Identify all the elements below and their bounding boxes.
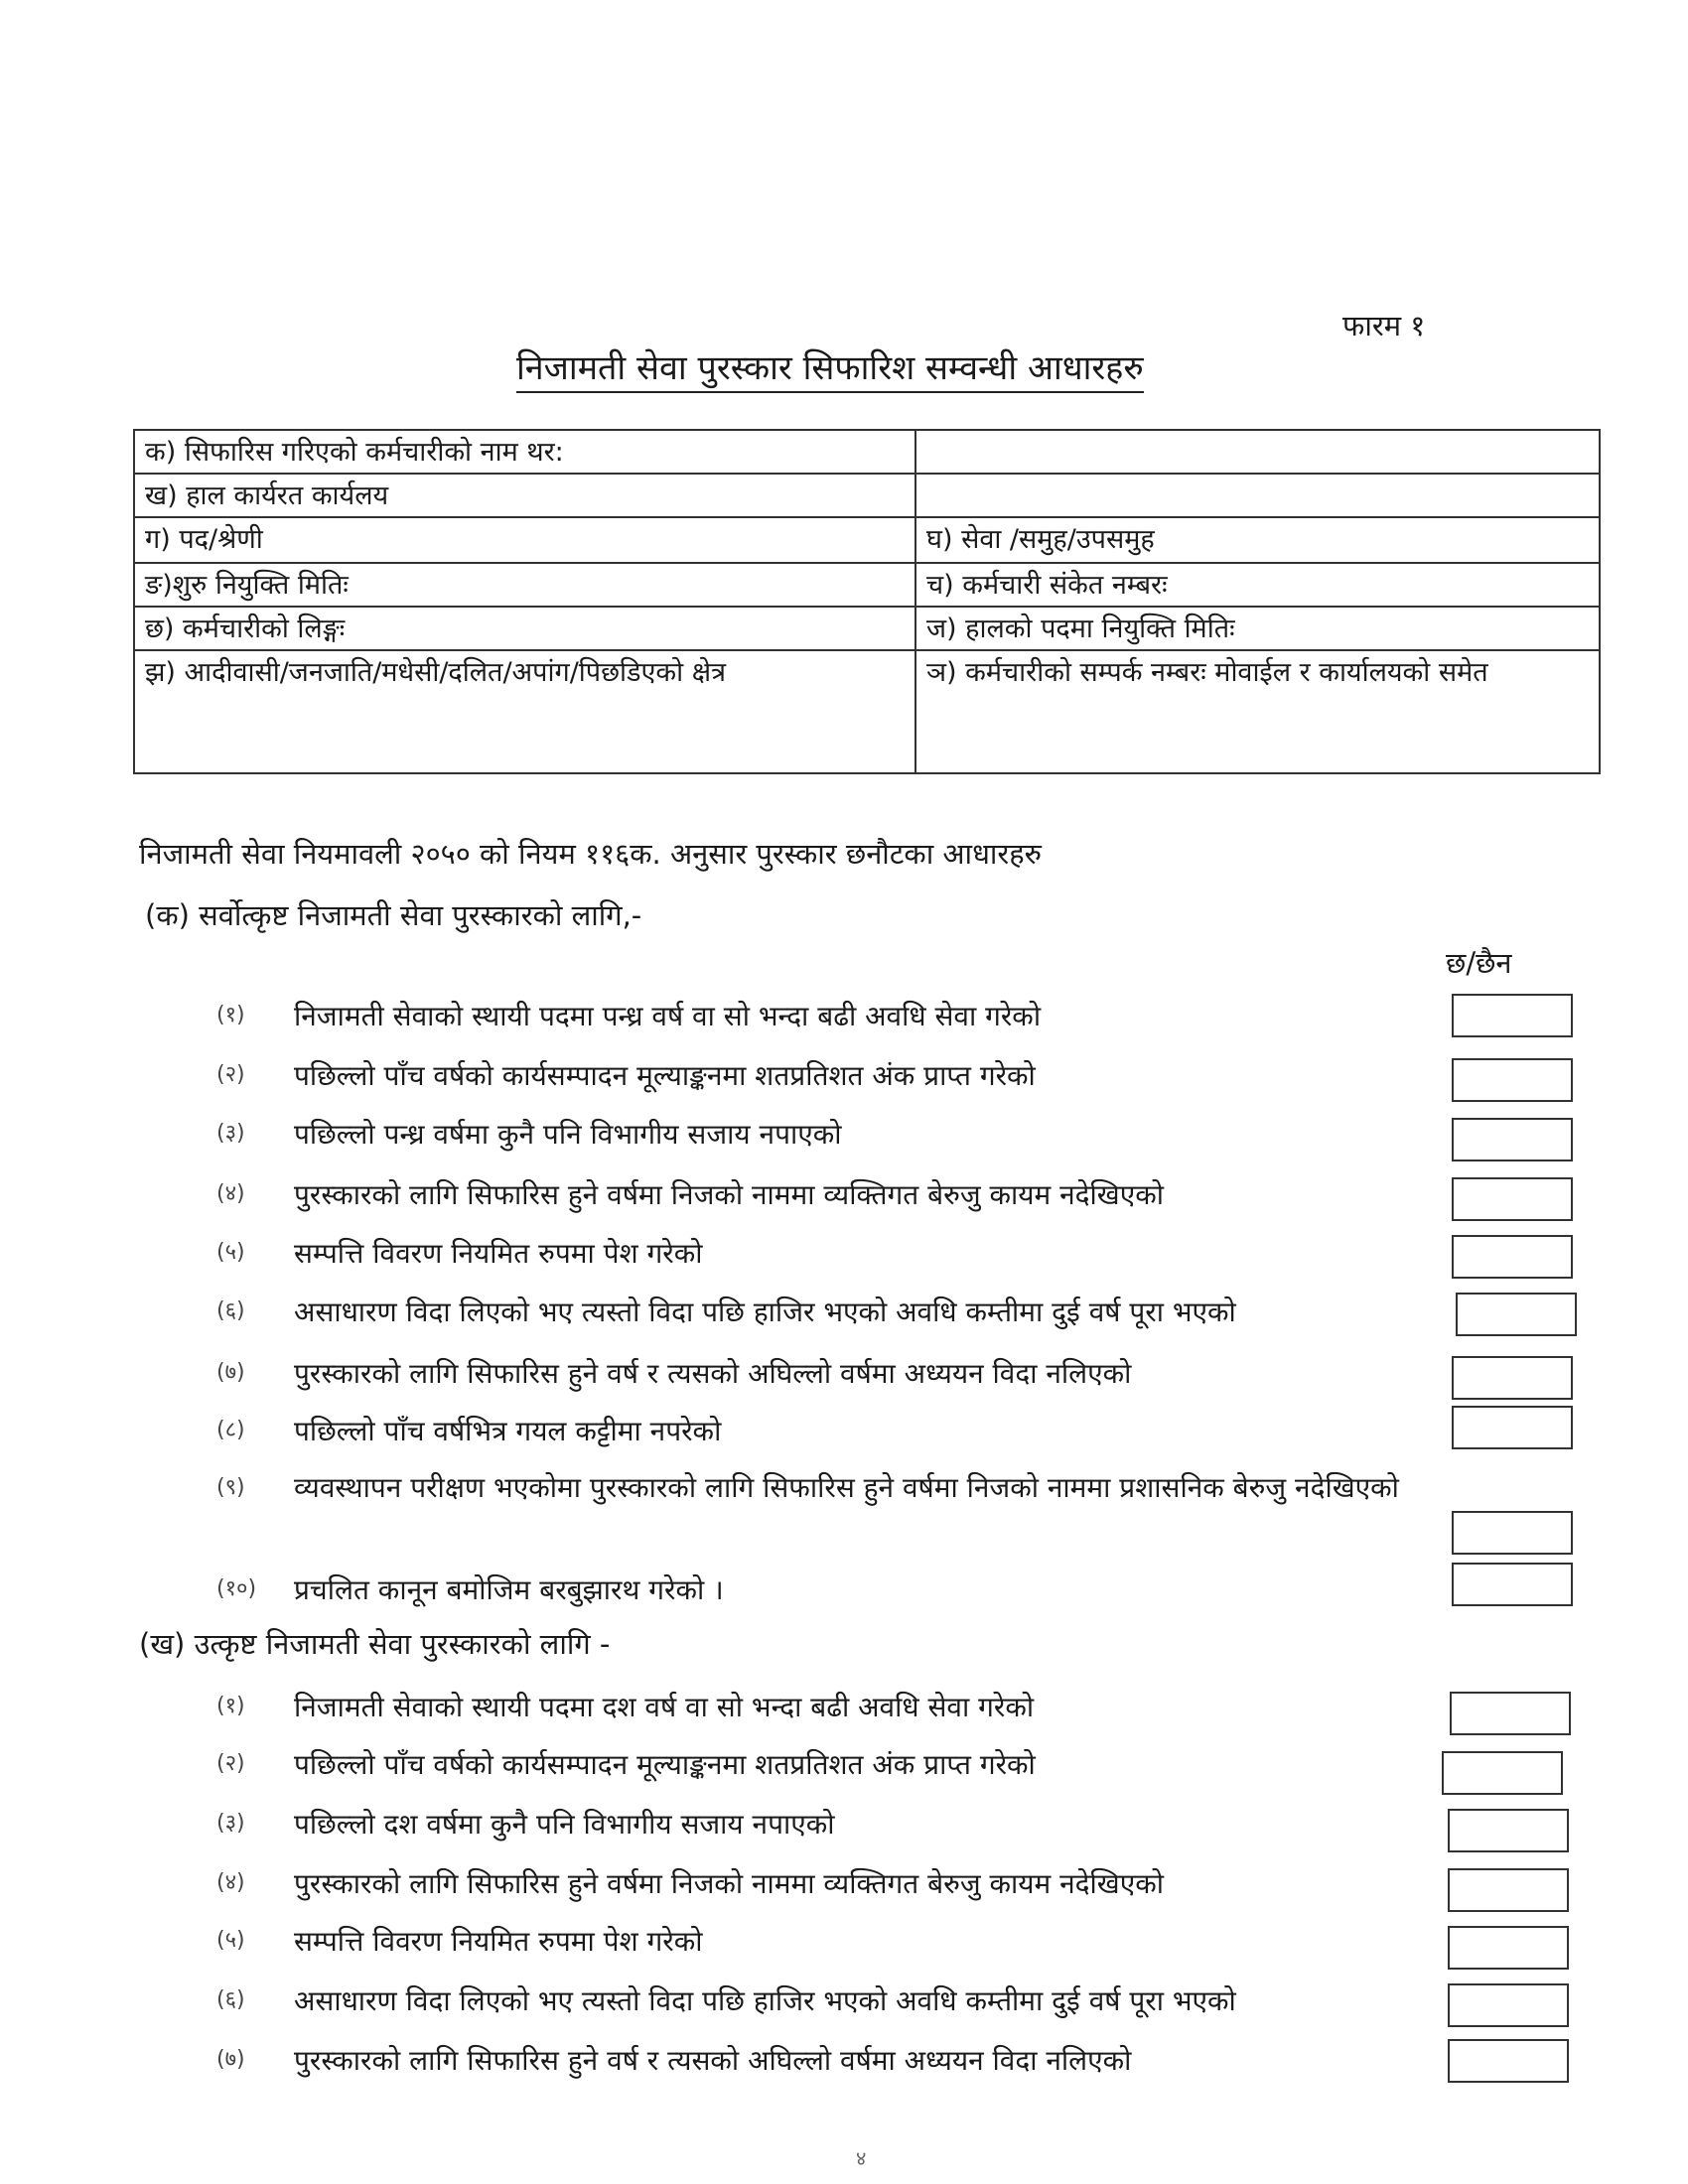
gender-label: छ) कर्मचारीको लिङ्गः <box>134 607 915 650</box>
document-title: निजामती सेवा पुरस्कार सिफारिश सम्वन्धी आधारहरु <box>516 343 1144 393</box>
item-number: (९) <box>216 1475 245 1500</box>
item-text: पछिल्लो पाँच वर्षको कार्यसम्पादन मूल्याङ्कनमा शतप्रतिशत अंक प्राप्त गरेको <box>294 1059 1036 1092</box>
item-text: असाधारण विदा लिएको भए त्यस्तो विदा पछि हाजिर भएको अवधि कम्तीमा दुई वर्ष पूरा भएको <box>294 1984 1236 2017</box>
yes-no-checkbox[interactable] <box>1448 1868 1569 1912</box>
yes-no-checkbox[interactable] <box>1452 1406 1573 1449</box>
section-a-heading: (क) सर्वोत्कृष्ट निजामती सेवा पुरस्कारको लागि,- <box>145 898 642 932</box>
item-number: (१) <box>216 1694 245 1718</box>
yes-no-checkbox[interactable] <box>1448 1926 1569 1970</box>
item-text: पुरस्कारको लागि सिफारिस हुने वर्ष र त्यसको अघिल्लो वर्षमा अध्ययन विदा नलिएको <box>294 1357 1132 1390</box>
item-number: (६) <box>216 1987 245 2012</box>
item-text: प्रचलित कानून बमोजिम बरबुझारथ गरेको । <box>294 1573 724 1606</box>
item-text: सम्पत्ति विवरण नियमित रुपमा पेश गरेको <box>294 1237 703 1270</box>
form-number: फारम १ <box>1342 309 1426 342</box>
item-text: निजामती सेवाको स्थायी पदमा दश वर्ष वा सो भन्दा बढी अवधि सेवा गरेको <box>294 1691 1035 1723</box>
item-text: व्यवस्थापन परीक्षण भएकोमा पुरस्कारको लागि सिफारिस हुने वर्षमा निजको नाममा प्रशासनिक बेरुजु नदेखिएको <box>294 1471 1399 1504</box>
employee-code-label: च) कर्मचारी संकेत नम्बरः <box>915 563 1600 607</box>
item-number: (४) <box>216 1870 245 1895</box>
contact-number-label: ञ) कर्मचारीको सम्पर्क नम्बरः मोवाईल र कार्यालयको समेत <box>915 650 1600 773</box>
current-post-appointment-label: ज) हालको पदमा नियुक्ति मितिः <box>915 607 1600 650</box>
yes-no-checkbox[interactable] <box>1456 1293 1577 1336</box>
section-b-heading: (ख) उत्कृष्ट निजामती सेवा पुरस्कारको लागि - <box>139 1627 611 1661</box>
item-text: असाधारण विदा लिएको भए त्यस्तो विदा पछि हाजिर भएको अवधि कम्तीमा दुई वर्ष पूरा भएको <box>294 1296 1236 1328</box>
item-number: (३) <box>216 1121 245 1146</box>
item-number: (१) <box>216 1003 245 1027</box>
item-number: (२) <box>216 1062 245 1087</box>
item-text: पछिल्लो पन्ध्र वर्षमा कुनै पनि विभागीय सजाय नपाएको <box>294 1118 842 1151</box>
yes-no-checkbox[interactable] <box>1448 1809 1569 1852</box>
yes-no-checkbox[interactable] <box>1452 1058 1573 1102</box>
yes-no-checkbox[interactable] <box>1452 1118 1573 1161</box>
item-number: (६) <box>216 1298 245 1323</box>
yes-no-checkbox[interactable] <box>1448 2039 1569 2083</box>
current-office-label: ख) हाल कार्यरत कार्यलय <box>134 474 915 517</box>
table-row <box>134 517 1600 563</box>
employee-info-table <box>133 429 1601 774</box>
item-text: पुरस्कारको लागि सिफारिस हुने वर्षमा निजको नाममा व्यक्तिगत बेरुजु कायम नदेखिएको <box>294 1867 1164 1900</box>
rules-intro: निजामती सेवा नियमावली २०५० को नियम ११६क. अनुसार पुरस्कार छनौटका आधारहरु <box>139 837 1043 871</box>
item-number: (७) <box>216 2047 245 2072</box>
yes-no-checkbox[interactable] <box>1452 994 1573 1037</box>
item-text: पछिल्लो पाँच वर्षभित्र गयल कट्टीमा नपरेको <box>294 1415 722 1447</box>
item-number: (४) <box>216 1181 245 1206</box>
yes-no-checkbox[interactable] <box>1452 1177 1573 1221</box>
yes-no-checkbox[interactable] <box>1450 1692 1571 1735</box>
table-row <box>134 430 1600 474</box>
table-row <box>134 607 1600 650</box>
item-number: (५) <box>216 1240 245 1265</box>
employee-name-label: क) सिफारिस गरिएको कर्मचारीको नाम थर: <box>134 430 915 474</box>
post-grade-label: ग) पद/श्रेणी <box>134 517 915 563</box>
yes-no-checkbox[interactable] <box>1452 1356 1573 1400</box>
employee-name-value[interactable] <box>915 430 1600 474</box>
yes-no-checkbox[interactable] <box>1452 1511 1573 1555</box>
table-row <box>134 563 1600 607</box>
item-text: सम्पत्ति विवरण नियमित रुपमा पेश गरेको <box>294 1925 703 1958</box>
yes-no-checkbox[interactable] <box>1452 1563 1573 1606</box>
table-row <box>134 474 1600 517</box>
table-row <box>134 650 1600 773</box>
service-group-label: घ) सेवा /समुह/उपसमुह <box>915 517 1600 563</box>
item-number: (८) <box>216 1418 245 1442</box>
item-number: (२) <box>216 1751 245 1776</box>
item-number: (१०) <box>216 1576 257 1601</box>
item-text: निजामती सेवाको स्थायी पदमा पन्ध्र वर्ष वा सो भन्दा बढी अवधि सेवा गरेको <box>294 1000 1042 1032</box>
page-number: ४ <box>856 2146 867 2170</box>
item-text: पछिल्लो पाँच वर्षको कार्यसम्पादन मूल्याङ्कनमा शतप्रतिशत अंक प्राप्त गरेको <box>294 1748 1036 1781</box>
item-text: पुरस्कारको लागि सिफारिस हुने वर्ष र त्यसको अघिल्लो वर्षमा अध्ययन विदा नलिएको <box>294 2044 1132 2077</box>
item-number: (३) <box>216 1811 245 1836</box>
item-text: पछिल्लो दश वर्षमा कुनै पनि विभागीय सजाय नपाएको <box>294 1808 835 1841</box>
inclusion-group-label: झ) आदीवासी/जनजाति/मधेसी/दलित/अपांग/पिछडिएको क्षेत्र <box>134 650 915 773</box>
item-number: (७) <box>216 1360 245 1385</box>
yes-no-checkbox[interactable] <box>1448 1983 1569 2027</box>
item-number: (५) <box>216 1928 245 1953</box>
first-appointment-date-label: ङ)शुरु नियुक्ति मितिः <box>134 563 915 607</box>
yes-no-header: छ/छैन <box>1446 946 1512 980</box>
item-text: पुरस्कारको लागि सिफारिस हुने वर्षमा निजको नाममा व्यक्तिगत बेरुजु कायम नदेखिएको <box>294 1178 1164 1211</box>
yes-no-checkbox[interactable] <box>1452 1235 1573 1279</box>
yes-no-checkbox[interactable] <box>1442 1751 1563 1795</box>
current-office-value[interactable] <box>915 474 1600 517</box>
